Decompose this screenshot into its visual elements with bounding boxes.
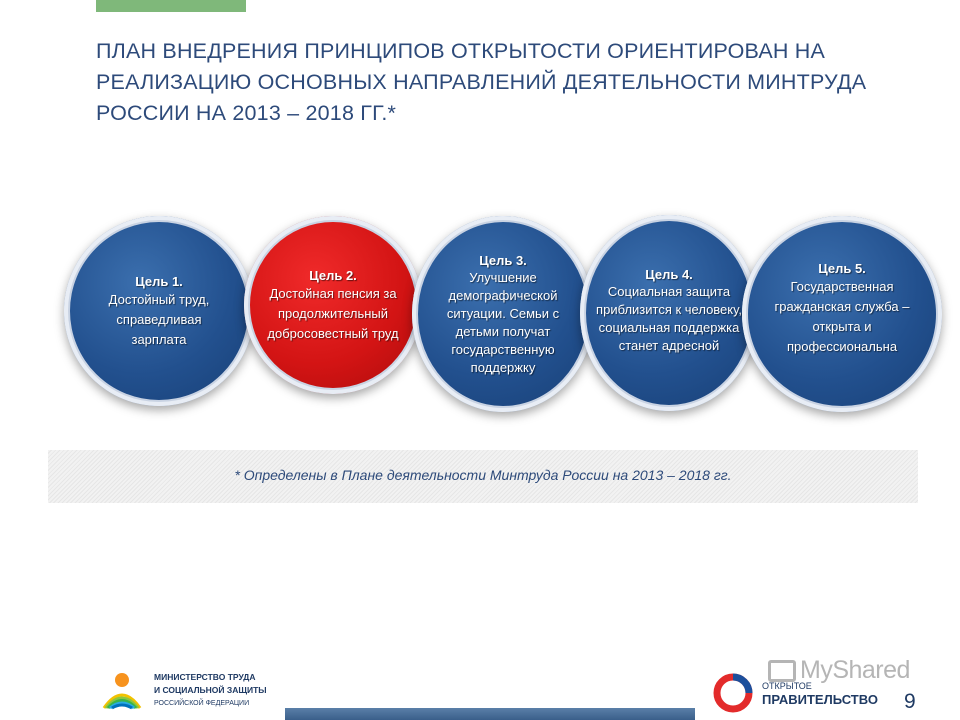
- goal-title: Цель 3.: [479, 252, 527, 268]
- goal-text: Достойная пенсия за продолжительный добросовестный труд: [267, 285, 399, 341]
- goal-circle-3: [412, 216, 594, 412]
- goal-title: Цель 1.: [135, 273, 183, 289]
- goal-text: Улучшение демографической ситуации. Семьи с детьми получат государственную поддержку: [446, 269, 560, 375]
- goal-title: Цель 5.: [818, 260, 866, 276]
- open-government-ring-icon: [712, 672, 754, 714]
- goal-text: Социальная защита приблизится к человеку, социальная поддержка станет адресной: [596, 283, 742, 353]
- watermark-text: MyShared: [800, 656, 910, 684]
- goal-text: Достойный труд, справедливая зарплата: [108, 291, 210, 347]
- goal-title: Цель 2.: [309, 267, 357, 283]
- gov-line2: ПРАВИТЕЛЬСТВО: [762, 692, 878, 707]
- goal-circle-2: [244, 216, 422, 394]
- goal-text: Государственная гражданская служба – открыта и профессиональна: [774, 278, 910, 354]
- page-number: 9: [904, 690, 916, 713]
- ministry-name-line2: И СОЦИАЛЬНОЙ ЗАЩИТЫ: [154, 684, 267, 695]
- footer-bar: [285, 708, 695, 720]
- footnote-text: * Определены в Плане деятельности Минтруда России на 2013 – 2018 гг.: [234, 467, 732, 483]
- goal-title: Цель 4.: [645, 266, 693, 282]
- goal-circle-1: [64, 216, 254, 406]
- gov-line1: ОТКРЫТОЕ: [762, 681, 812, 691]
- ministry-name-line1: МИНИСТЕРСТВО ТРУДА: [154, 671, 256, 682]
- footnote-band: [48, 450, 918, 503]
- ministry-name-line3: РОССИЙСКОЙ ФЕДЕРАЦИИ: [154, 699, 250, 707]
- open-government-logo-block: [712, 672, 878, 714]
- goal-circle-4: [580, 215, 758, 411]
- ministry-emblem-icon: [100, 668, 144, 712]
- goal-circle-5: [742, 216, 942, 412]
- slide-title: ПЛАН ВНЕДРЕНИЯ ПРИНЦИПОВ ОТКРЫТОСТИ ОРИЕНТИРОВАН НА РЕАЛИЗАЦИЮ ОСНОВНЫХ НАПРАВЛЕНИЙ ДЕЯТЕЛЬНОСТИ МИНТРУДА РОССИИ НА 2013 – 2018 ГГ.*: [96, 39, 867, 125]
- ministry-logo-block: [100, 668, 267, 712]
